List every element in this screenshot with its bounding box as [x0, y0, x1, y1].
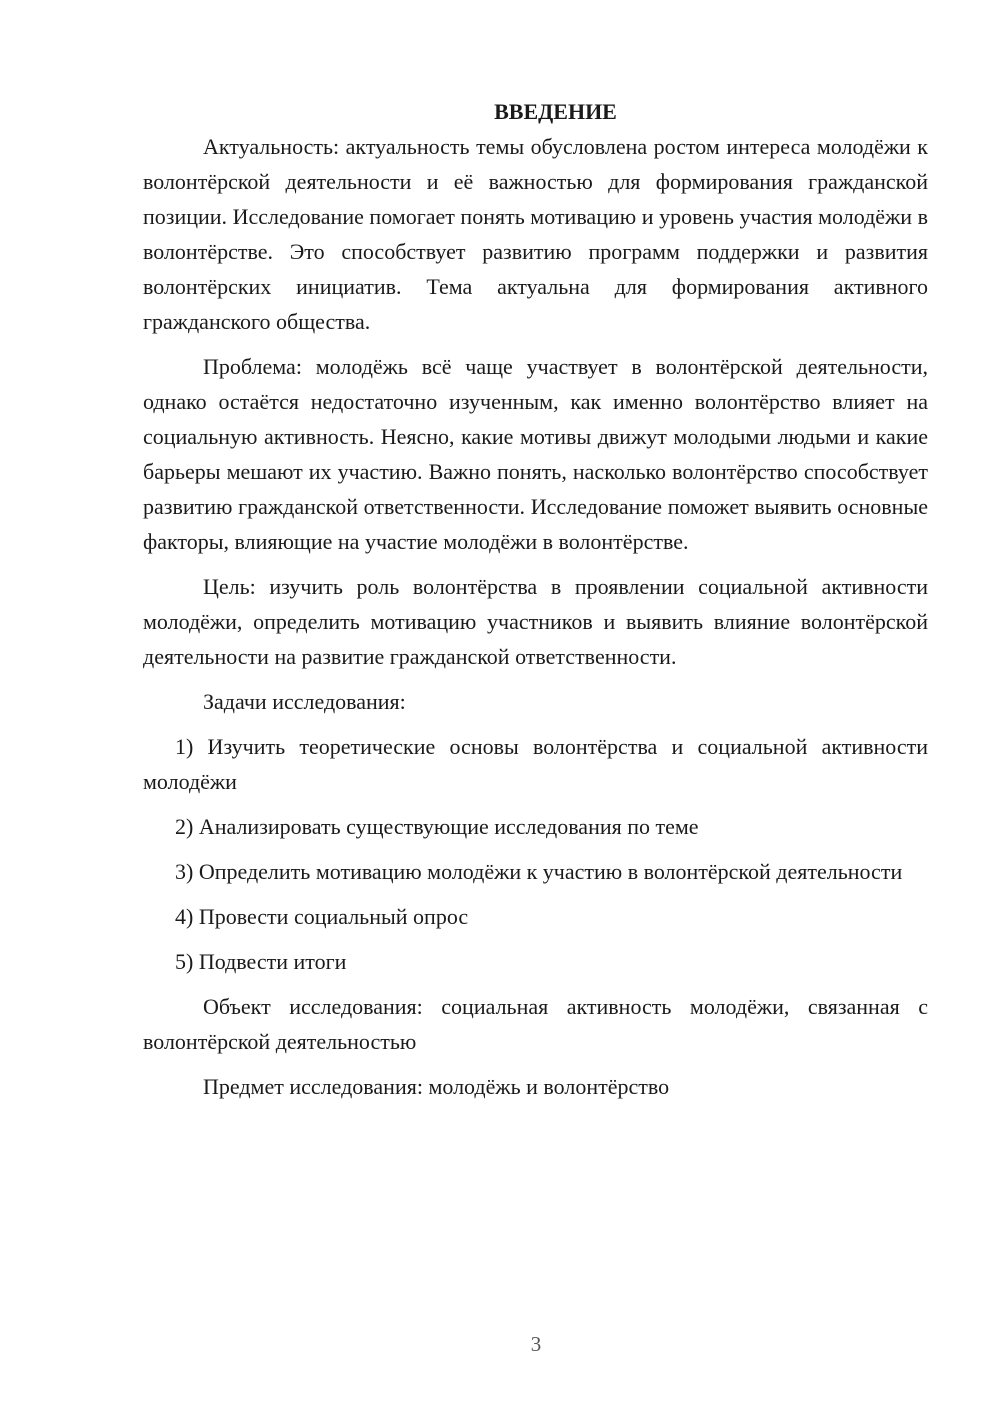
page-number: 3	[530, 1332, 542, 1356]
page-content	[143, 94, 928, 1114]
subject-paragraph: Предмет исследования: молодёжь и волонтёрство	[203, 1074, 670, 1099]
problem-paragraph: Проблема: молодёжь всё чаще участвует в волонтёрской деятельности, однако остаётся недостаточно изученным, как именно волонтёрство влияет на социальную активность. Неясно, какие мотивы движут молодыми людьми и какие барьеры мешают их участию. Важно понять, насколько волонтёрство способствует развитию гражданской ответственности. Исследование поможет выявить основные факторы, влияющие на участие молодёжи в волонтёрстве.	[143, 354, 928, 554]
section-title: ВВЕДЕНИЕ	[494, 99, 617, 124]
task-item-4: 4) Провести социальный опрос	[175, 904, 469, 929]
object-paragraph: Объект исследования: социальная активность молодёжи, связанная с волонтёрской деятельностью	[143, 994, 928, 1054]
task-item-3: 3) Определить мотивацию молодёжи к участию в волонтёрской деятельности	[175, 859, 903, 884]
task-item-2: 2) Анализировать существующие исследования по теме	[175, 814, 699, 839]
task-item-1: 1) Изучить теоретические основы волонтёрства и социальной активности молодёжи	[143, 734, 928, 794]
task-item-5: 5) Подвести итоги	[175, 949, 347, 974]
goal-paragraph: Цель: изучить роль волонтёрства в проявлении социальной активности молодёжи, определить мотивацию участников и выявить влияние волонтёрской деятельности на развитие гражданской ответственности.	[143, 574, 928, 669]
tasks-heading: Задачи исследования:	[203, 689, 406, 714]
relevance-paragraph: Актуальность: актуальность темы обусловлена ростом интереса молодёжи к волонтёрской деятельности и её важностью для формирования гражданской позиции. Исследование помогает понять мотивацию и уровень участия молодёжи в волонтёрстве. Это способствует развитию программ поддержки и развития волонтёрских инициатив. Тема актуальна для формирования активного гражданского общества.	[143, 134, 928, 334]
